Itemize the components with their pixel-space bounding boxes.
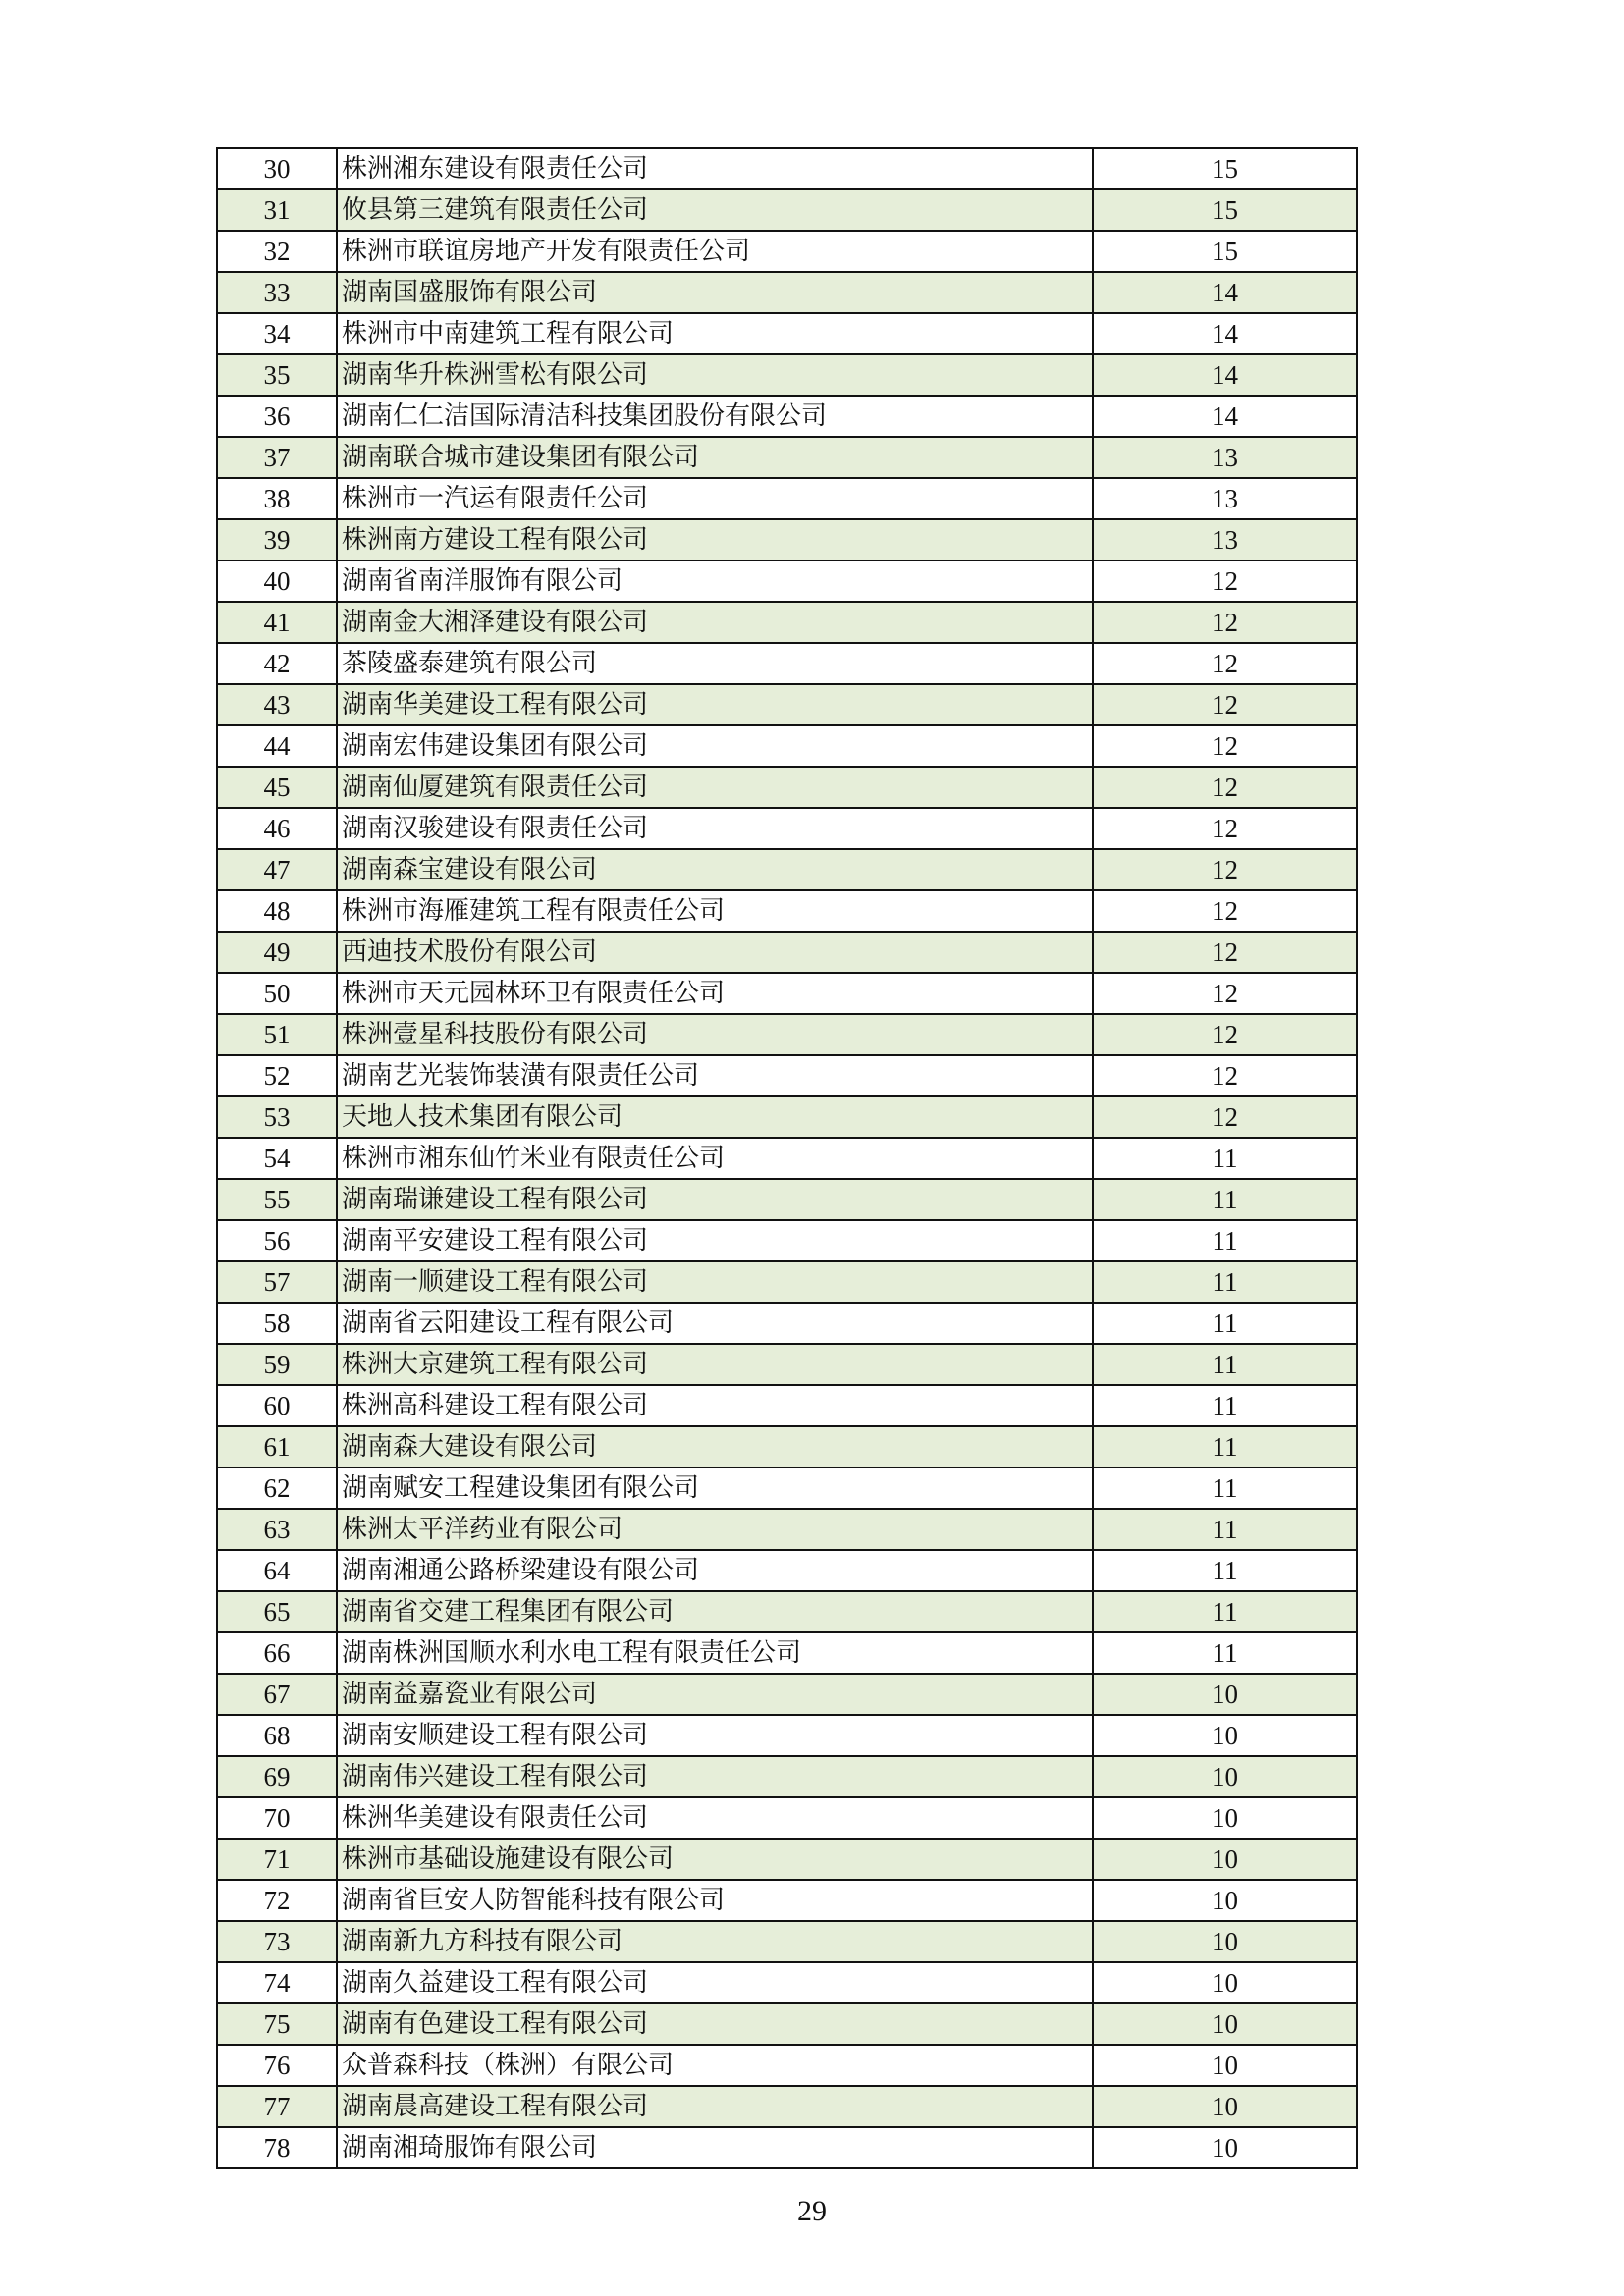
row-number-cell: 53 <box>217 1096 337 1138</box>
row-number-cell: 39 <box>217 519 337 561</box>
company-name-cell: 株洲华美建设有限责任公司 <box>337 1797 1093 1839</box>
row-number-cell: 73 <box>217 1921 337 1962</box>
company-name-cell: 众普森科技（株洲）有限公司 <box>337 2045 1093 2086</box>
count-cell: 11 <box>1093 1632 1357 1674</box>
company-name-cell: 株洲湘东建设有限责任公司 <box>337 148 1093 189</box>
company-name-cell: 湖南森大建设有限公司 <box>337 1426 1093 1468</box>
count-cell: 10 <box>1093 1715 1357 1756</box>
count-cell: 12 <box>1093 684 1357 725</box>
row-number-cell: 48 <box>217 890 337 932</box>
count-cell: 12 <box>1093 973 1357 1014</box>
row-number-cell: 31 <box>217 189 337 231</box>
count-cell: 12 <box>1093 1096 1357 1138</box>
table-row <box>217 643 1357 684</box>
company-name-cell: 湖南仙厦建筑有限责任公司 <box>337 767 1093 808</box>
row-number-cell: 62 <box>217 1468 337 1509</box>
row-number-cell: 34 <box>217 313 337 354</box>
table-row <box>217 478 1357 519</box>
company-name-cell: 湖南省南洋服饰有限公司 <box>337 561 1093 602</box>
count-cell: 11 <box>1093 1138 1357 1179</box>
row-number-cell: 36 <box>217 396 337 437</box>
count-cell: 11 <box>1093 1303 1357 1344</box>
table-row <box>217 849 1357 890</box>
row-number-cell: 50 <box>217 973 337 1014</box>
count-cell: 11 <box>1093 1550 1357 1591</box>
count-cell: 12 <box>1093 602 1357 643</box>
company-name-cell: 湖南安顺建设工程有限公司 <box>337 1715 1093 1756</box>
count-cell: 10 <box>1093 1962 1357 2003</box>
row-number-cell: 59 <box>217 1344 337 1385</box>
table-row <box>217 1179 1357 1220</box>
count-cell: 12 <box>1093 1055 1357 1096</box>
row-number-cell: 42 <box>217 643 337 684</box>
count-cell: 14 <box>1093 354 1357 396</box>
row-number-cell: 40 <box>217 561 337 602</box>
company-name-cell: 茶陵盛泰建筑有限公司 <box>337 643 1093 684</box>
table-row <box>217 148 1357 189</box>
table-row <box>217 1220 1357 1261</box>
count-cell: 10 <box>1093 1839 1357 1880</box>
company-name-cell: 株洲市联谊房地产开发有限责任公司 <box>337 231 1093 272</box>
company-name-cell: 株洲市基础设施建设有限公司 <box>337 1839 1093 1880</box>
table-row <box>217 1014 1357 1055</box>
table-row <box>217 1962 1357 2003</box>
row-number-cell: 58 <box>217 1303 337 1344</box>
row-number-cell: 65 <box>217 1591 337 1632</box>
count-cell: 12 <box>1093 561 1357 602</box>
count-cell: 10 <box>1093 1756 1357 1797</box>
company-name-cell: 湖南晨高建设工程有限公司 <box>337 2086 1093 2127</box>
row-number-cell: 54 <box>217 1138 337 1179</box>
count-cell: 11 <box>1093 1591 1357 1632</box>
company-name-cell: 湖南艺光装饰装潢有限责任公司 <box>337 1055 1093 1096</box>
table-row <box>217 1138 1357 1179</box>
company-name-cell: 株洲南方建设工程有限公司 <box>337 519 1093 561</box>
table-row <box>217 725 1357 767</box>
table-row <box>217 1096 1357 1138</box>
row-number-cell: 57 <box>217 1261 337 1303</box>
row-number-cell: 64 <box>217 1550 337 1591</box>
count-cell: 12 <box>1093 643 1357 684</box>
company-name-cell: 株洲市海雁建筑工程有限责任公司 <box>337 890 1093 932</box>
count-cell: 10 <box>1093 2045 1357 2086</box>
company-name-cell: 湖南赋安工程建设集团有限公司 <box>337 1468 1093 1509</box>
table-row <box>217 1880 1357 1921</box>
company-table <box>216 147 1358 2169</box>
row-number-cell: 49 <box>217 932 337 973</box>
company-name-cell: 湖南汉骏建设有限责任公司 <box>337 808 1093 849</box>
table-row <box>217 1921 1357 1962</box>
row-number-cell: 32 <box>217 231 337 272</box>
count-cell: 13 <box>1093 519 1357 561</box>
row-number-cell: 76 <box>217 2045 337 2086</box>
company-name-cell: 株洲市中南建筑工程有限公司 <box>337 313 1093 354</box>
company-name-cell: 湖南省云阳建设工程有限公司 <box>337 1303 1093 1344</box>
row-number-cell: 66 <box>217 1632 337 1674</box>
company-table-body <box>217 148 1357 2168</box>
row-number-cell: 69 <box>217 1756 337 1797</box>
company-name-cell: 湖南益嘉瓷业有限公司 <box>337 1674 1093 1715</box>
count-cell: 12 <box>1093 767 1357 808</box>
company-name-cell: 湖南省交建工程集团有限公司 <box>337 1591 1093 1632</box>
table-row <box>217 1756 1357 1797</box>
count-cell: 15 <box>1093 148 1357 189</box>
company-name-cell: 湖南华美建设工程有限公司 <box>337 684 1093 725</box>
company-name-cell: 湖南国盛服饰有限公司 <box>337 272 1093 313</box>
company-name-cell: 湖南平安建设工程有限公司 <box>337 1220 1093 1261</box>
count-cell: 10 <box>1093 1674 1357 1715</box>
company-name-cell: 株洲市湘东仙竹米业有限责任公司 <box>337 1138 1093 1179</box>
table-row <box>217 890 1357 932</box>
row-number-cell: 67 <box>217 1674 337 1715</box>
count-cell: 12 <box>1093 808 1357 849</box>
count-cell: 15 <box>1093 189 1357 231</box>
table-row <box>217 1344 1357 1385</box>
table-row <box>217 1468 1357 1509</box>
row-number-cell: 77 <box>217 2086 337 2127</box>
table-row <box>217 1385 1357 1426</box>
row-number-cell: 47 <box>217 849 337 890</box>
row-number-cell: 75 <box>217 2003 337 2045</box>
company-name-cell: 湖南株洲国顺水利水电工程有限责任公司 <box>337 1632 1093 1674</box>
table-row <box>217 2127 1357 2168</box>
row-number-cell: 63 <box>217 1509 337 1550</box>
table-row <box>217 561 1357 602</box>
row-number-cell: 30 <box>217 148 337 189</box>
table-row <box>217 1261 1357 1303</box>
table-row <box>217 808 1357 849</box>
company-name-cell: 株洲大京建筑工程有限公司 <box>337 1344 1093 1385</box>
count-cell: 11 <box>1093 1468 1357 1509</box>
count-cell: 11 <box>1093 1385 1357 1426</box>
row-number-cell: 43 <box>217 684 337 725</box>
count-cell: 11 <box>1093 1509 1357 1550</box>
count-cell: 13 <box>1093 478 1357 519</box>
row-number-cell: 51 <box>217 1014 337 1055</box>
table-row <box>217 231 1357 272</box>
row-number-cell: 37 <box>217 437 337 478</box>
company-name-cell: 湖南一顺建设工程有限公司 <box>337 1261 1093 1303</box>
row-number-cell: 44 <box>217 725 337 767</box>
company-table-container <box>216 147 1358 2169</box>
table-row <box>217 1632 1357 1674</box>
row-number-cell: 46 <box>217 808 337 849</box>
table-row <box>217 767 1357 808</box>
company-name-cell: 湖南森宝建设有限公司 <box>337 849 1093 890</box>
company-name-cell: 西迪技术股份有限公司 <box>337 932 1093 973</box>
table-row <box>217 1674 1357 1715</box>
company-name-cell: 湖南仁仁洁国际清洁科技集团股份有限公司 <box>337 396 1093 437</box>
page-number: 29 <box>797 2195 827 2227</box>
row-number-cell: 52 <box>217 1055 337 1096</box>
count-cell: 10 <box>1093 1921 1357 1962</box>
row-number-cell: 61 <box>217 1426 337 1468</box>
table-row <box>217 1509 1357 1550</box>
count-cell: 12 <box>1093 890 1357 932</box>
table-row <box>217 2086 1357 2127</box>
company-name-cell: 湖南久益建设工程有限公司 <box>337 1962 1093 2003</box>
company-name-cell: 湖南省巨安人防智能科技有限公司 <box>337 1880 1093 1921</box>
table-row <box>217 1550 1357 1591</box>
company-name-cell: 湖南华升株洲雪松有限公司 <box>337 354 1093 396</box>
row-number-cell: 70 <box>217 1797 337 1839</box>
table-row <box>217 1715 1357 1756</box>
company-name-cell: 湖南湘通公路桥梁建设有限公司 <box>337 1550 1093 1591</box>
row-number-cell: 60 <box>217 1385 337 1426</box>
count-cell: 13 <box>1093 437 1357 478</box>
count-cell: 12 <box>1093 849 1357 890</box>
company-name-cell: 株洲市一汽运有限责任公司 <box>337 478 1093 519</box>
count-cell: 14 <box>1093 396 1357 437</box>
table-row <box>217 602 1357 643</box>
table-row <box>217 354 1357 396</box>
row-number-cell: 45 <box>217 767 337 808</box>
company-name-cell: 天地人技术集团有限公司 <box>337 1096 1093 1138</box>
table-row <box>217 189 1357 231</box>
company-name-cell: 湖南有色建设工程有限公司 <box>337 2003 1093 2045</box>
row-number-cell: 68 <box>217 1715 337 1756</box>
company-name-cell: 湖南湘琦服饰有限公司 <box>337 2127 1093 2168</box>
table-row <box>217 1303 1357 1344</box>
count-cell: 11 <box>1093 1220 1357 1261</box>
table-row <box>217 313 1357 354</box>
count-cell: 12 <box>1093 1014 1357 1055</box>
table-row <box>217 932 1357 973</box>
table-row <box>217 1839 1357 1880</box>
row-number-cell: 55 <box>217 1179 337 1220</box>
row-number-cell: 71 <box>217 1839 337 1880</box>
count-cell: 11 <box>1093 1261 1357 1303</box>
company-name-cell: 湖南新九方科技有限公司 <box>337 1921 1093 1962</box>
count-cell: 11 <box>1093 1344 1357 1385</box>
table-row <box>217 1055 1357 1096</box>
row-number-cell: 74 <box>217 1962 337 2003</box>
company-name-cell: 湖南联合城市建设集团有限公司 <box>337 437 1093 478</box>
count-cell: 12 <box>1093 932 1357 973</box>
company-name-cell: 湖南宏伟建设集团有限公司 <box>337 725 1093 767</box>
row-number-cell: 38 <box>217 478 337 519</box>
table-row <box>217 973 1357 1014</box>
count-cell: 10 <box>1093 1797 1357 1839</box>
company-name-cell: 株洲高科建设工程有限公司 <box>337 1385 1093 1426</box>
count-cell: 14 <box>1093 272 1357 313</box>
table-row <box>217 2045 1357 2086</box>
company-name-cell: 株洲壹星科技股份有限公司 <box>337 1014 1093 1055</box>
table-row <box>217 1797 1357 1839</box>
row-number-cell: 33 <box>217 272 337 313</box>
count-cell: 10 <box>1093 2003 1357 2045</box>
count-cell: 12 <box>1093 725 1357 767</box>
table-row <box>217 684 1357 725</box>
table-row <box>217 437 1357 478</box>
row-number-cell: 56 <box>217 1220 337 1261</box>
table-row <box>217 1591 1357 1632</box>
company-name-cell: 株洲市天元园林环卫有限责任公司 <box>337 973 1093 1014</box>
row-number-cell: 72 <box>217 1880 337 1921</box>
count-cell: 10 <box>1093 1880 1357 1921</box>
count-cell: 14 <box>1093 313 1357 354</box>
table-row <box>217 396 1357 437</box>
count-cell: 11 <box>1093 1426 1357 1468</box>
count-cell: 10 <box>1093 2127 1357 2168</box>
table-row <box>217 1426 1357 1468</box>
company-name-cell: 湖南伟兴建设工程有限公司 <box>337 1756 1093 1797</box>
company-name-cell: 湖南金大湘泽建设有限公司 <box>337 602 1093 643</box>
table-row <box>217 272 1357 313</box>
count-cell: 15 <box>1093 231 1357 272</box>
count-cell: 10 <box>1093 2086 1357 2127</box>
row-number-cell: 78 <box>217 2127 337 2168</box>
company-name-cell: 攸县第三建筑有限责任公司 <box>337 189 1093 231</box>
company-name-cell: 株洲太平洋药业有限公司 <box>337 1509 1093 1550</box>
company-name-cell: 湖南瑞谦建设工程有限公司 <box>337 1179 1093 1220</box>
count-cell: 11 <box>1093 1179 1357 1220</box>
table-row <box>217 519 1357 561</box>
row-number-cell: 35 <box>217 354 337 396</box>
row-number-cell: 41 <box>217 602 337 643</box>
table-row <box>217 2003 1357 2045</box>
